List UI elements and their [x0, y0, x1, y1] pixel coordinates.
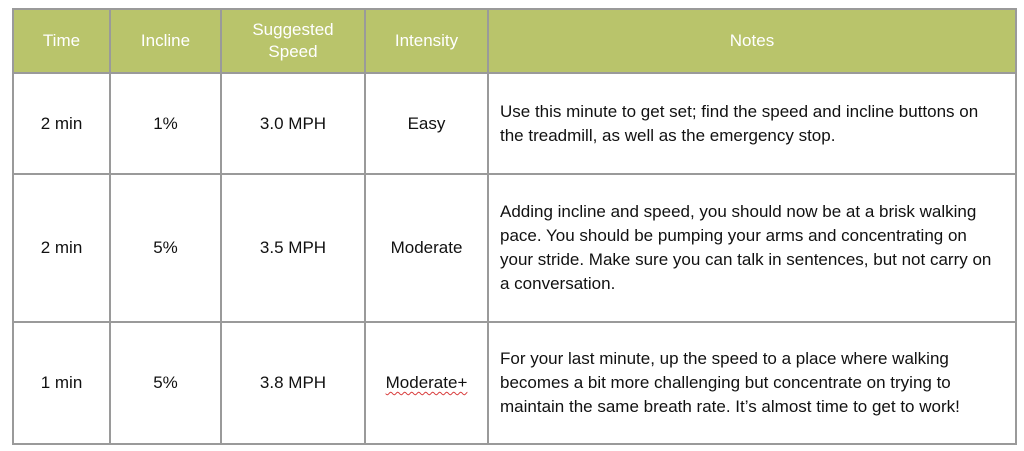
- table-row: [13, 322, 1016, 444]
- header-suggested-speed-label: Suggested Speed: [252, 20, 334, 61]
- header-incline: Incline: [110, 9, 221, 73]
- table-header: [13, 9, 1016, 73]
- treadmill-workout-table: [12, 8, 1017, 445]
- cell-incline: 1%: [110, 73, 221, 174]
- table-row: [13, 174, 1016, 322]
- cell-speed: 3.0 MPH: [221, 73, 365, 174]
- header-intensity: Intensity: [365, 9, 488, 73]
- header-time: Time: [13, 9, 110, 73]
- header-notes: Notes: [488, 9, 1016, 73]
- cell-intensity: Easy: [365, 73, 488, 174]
- cell-time: 1 min: [13, 322, 110, 444]
- cell-notes: Use this minute to get set; find the speed and incline buttons on the treadmill, as well as the emergency stop.: [488, 73, 1016, 174]
- intensity-misspelled-word: Moderate+: [385, 373, 468, 392]
- treadmill-workout-table-container: [12, 8, 1017, 445]
- table-row: [13, 73, 1016, 174]
- cell-intensity: Moderate: [365, 174, 488, 322]
- table-body: [13, 73, 1016, 444]
- cell-speed: 3.5 MPH: [221, 174, 365, 322]
- cell-incline: 5%: [110, 322, 221, 444]
- cell-notes: For your last minute, up the speed to a place where walking becomes a bit more challenging but concentrate on trying to maintain the same breath rate. It’s almost time to get to work!: [488, 322, 1016, 444]
- header-row: [13, 9, 1016, 73]
- cell-time: 2 min: [13, 174, 110, 322]
- cell-time: 2 min: [13, 73, 110, 174]
- cell-intensity: [365, 322, 488, 444]
- cell-notes: Adding incline and speed, you should now be at a brisk walking pace. You should be pumping your arms and concentrating on your stride. Make sure you can talk in sentences, but not carry on a conversation.: [488, 174, 1016, 322]
- cell-incline: 5%: [110, 174, 221, 322]
- cell-speed: 3.8 MPH: [221, 322, 365, 444]
- header-suggested-speed: [221, 9, 365, 73]
